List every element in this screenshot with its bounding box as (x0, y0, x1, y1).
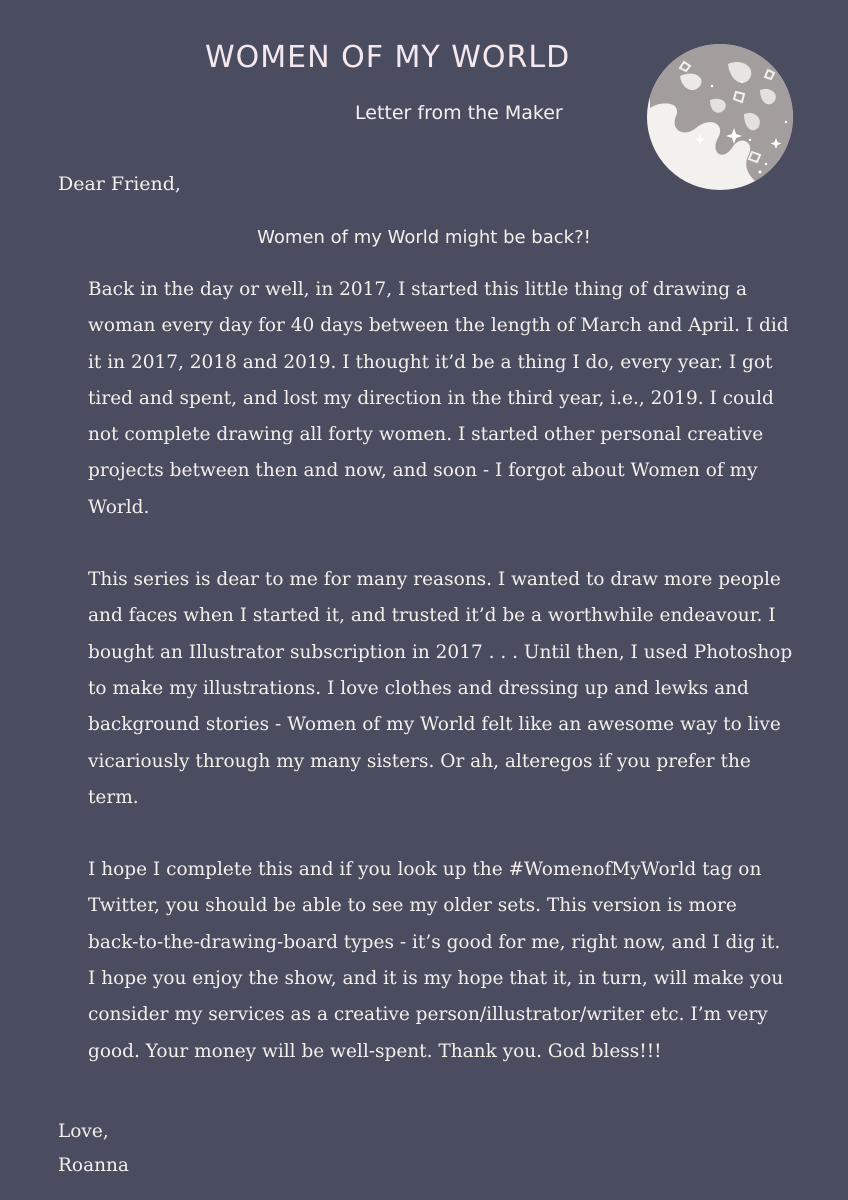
letter-body (88, 272, 793, 1106)
closing (58, 1115, 129, 1183)
paragraph: Back in the day or well, in 2017, I started this little thing of drawing a woman every day for 40 days between the length of March and April. I did it in 2017, 2018 and 2019. I thought it’d be a thing I do, every year. I got tired and spent, and lost my direction in the third year, i.e., 2019. I could not complete drawing all forty women. I started other personal creative projects between then and now, and soon - I forgot about Women of my World. (88, 279, 789, 518)
signature: Roanna (58, 1155, 129, 1176)
signoff: Love, (58, 1121, 109, 1142)
page-subtitle: Letter from the Maker (355, 102, 563, 124)
page-title: WOMEN OF MY WORLD (205, 40, 571, 75)
moon-icon (640, 42, 800, 192)
letter-headline: Women of my World might be back?! (257, 227, 591, 248)
greeting: Dear Friend, (58, 173, 181, 195)
paragraph: I hope I complete this and if you look up the #WomenofMyWorld tag on Twitter, you should be able to see my older sets. This version is more back-to-the-drawing-board types - it’s good for me, right now, and I dig it. I hope you enjoy the show, and it is my hope that it, in turn, will make you consider my services as a creative person/illustrator/writer etc. I’m very good. Your money will be well-spent. Thank you. God bless!!! (88, 859, 784, 1062)
paragraph: This series is dear to me for many reasons. I wanted to draw more people and faces when I started it, and trusted it’d be a worthwhile endeavour. I bought an Illustrator subscription in 2017 . . . Until then, I used Photoshop to make my illustrations. I love clothes and dressing up and lewks and background stories - Women of my World felt like an awesome way to live vicariously through my many sisters. Or ah, alteregos if you prefer the term. (88, 569, 793, 808)
